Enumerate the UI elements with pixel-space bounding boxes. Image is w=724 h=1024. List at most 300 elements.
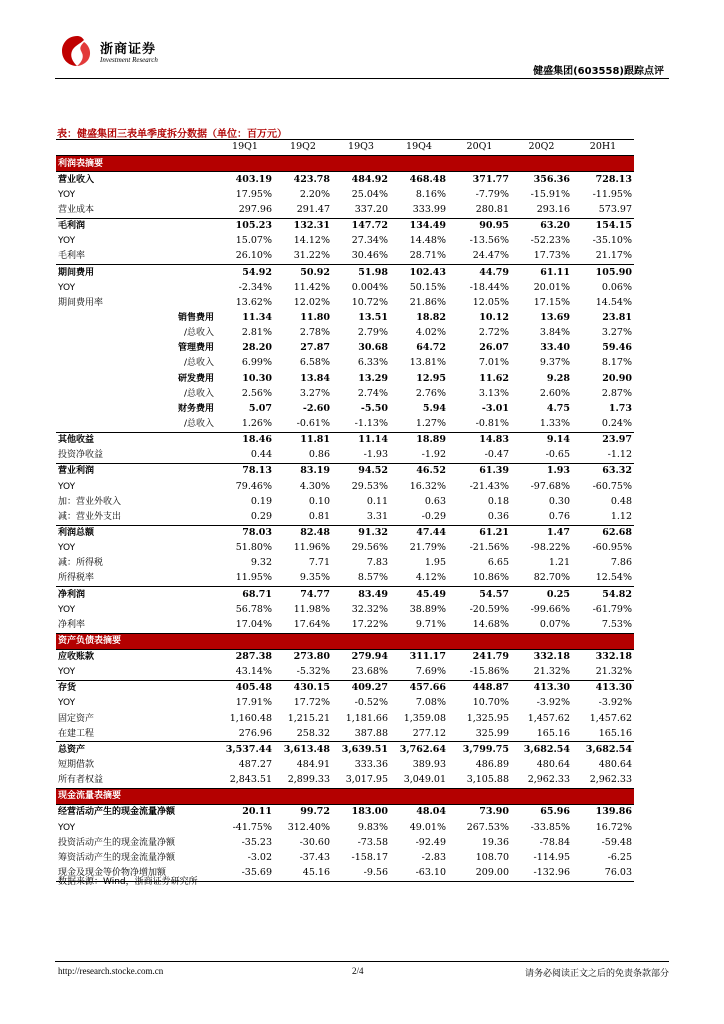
value-cell: 9.28 — [546, 372, 570, 384]
value-cell: 5.07 — [248, 402, 272, 414]
value-cell: 8.57% — [332, 571, 390, 587]
row-label: YOY — [58, 236, 76, 247]
value-cell: 21.32% — [511, 665, 572, 681]
table-row — [56, 525, 634, 541]
value-cell: -158.17 — [351, 851, 388, 863]
value-cell: -1.92 — [390, 448, 448, 464]
value-cell: 2.79% — [357, 327, 388, 339]
value-cell: 311.17 — [409, 651, 446, 663]
value-cell: 7.08% — [415, 697, 446, 709]
value-cell: 14.68% — [448, 617, 511, 633]
financial-table — [56, 139, 634, 882]
value-cell: 1.27% — [390, 417, 448, 433]
value-cell: 17.15% — [533, 296, 570, 308]
value-cell: 17.64% — [274, 617, 332, 633]
section-title: 现金流量表摘要 — [56, 788, 634, 804]
value-cell: 413.30 — [595, 682, 632, 694]
table-row — [56, 371, 634, 386]
row-label: 其他收益 — [58, 435, 95, 446]
row-label: 毛利率 — [56, 249, 216, 265]
value-cell: 54.82 — [602, 588, 632, 600]
table-title: 表：健盛集团三表单季度拆分数据（单位：百万元） — [57, 129, 287, 140]
value-cell: -0.52% — [354, 697, 388, 709]
value-cell: 24.47% — [448, 249, 511, 265]
value-cell: -132.96 — [511, 866, 572, 882]
value-cell: 44.79 — [479, 266, 509, 278]
value-cell: -0.81% — [448, 417, 511, 433]
value-cell: 79.46% — [235, 480, 272, 492]
row-label: 应收账款 — [58, 652, 95, 663]
value-cell: -2.34% — [238, 281, 272, 293]
table-row — [56, 665, 634, 681]
value-cell: 387.88 — [332, 726, 390, 742]
value-cell: 21.32% — [572, 665, 634, 681]
value-cell: 0.11 — [366, 495, 388, 507]
value-cell: 61.21 — [479, 526, 509, 538]
value-cell: 423.78 — [293, 173, 330, 185]
value-cell: 468.48 — [409, 173, 446, 185]
value-cell: 132.31 — [293, 220, 330, 232]
row-label: 净利润 — [58, 589, 86, 600]
value-cell: 11.14 — [358, 434, 388, 446]
table-row — [56, 280, 634, 295]
value-cell: 54.57 — [479, 588, 509, 600]
value-cell: 13.84 — [300, 372, 330, 384]
value-cell: -9.56 — [332, 866, 390, 882]
value-cell: 54.92 — [242, 266, 272, 278]
value-cell: -73.58 — [357, 836, 388, 848]
value-cell: 1,359.08 — [403, 712, 446, 724]
table-row — [56, 341, 634, 356]
value-cell: -3.01 — [481, 402, 509, 414]
value-cell: 30.68 — [358, 342, 388, 354]
row-label: YOY — [58, 282, 76, 293]
row-label: 减：所得税 — [58, 558, 104, 569]
value-cell: 0.06% — [601, 281, 632, 293]
value-cell: 5.94 — [422, 402, 446, 414]
value-cell: 11.95% — [216, 571, 274, 587]
value-cell: 403.19 — [235, 173, 272, 185]
value-cell: 3,799.75 — [462, 743, 509, 755]
value-cell: 20.01% — [533, 281, 570, 293]
value-cell: -15.91% — [530, 188, 570, 200]
value-cell: 409.27 — [351, 682, 388, 694]
value-cell: 371.77 — [472, 173, 509, 185]
section-header-row — [56, 788, 634, 804]
row-label: 投资净收益 — [56, 448, 216, 464]
value-cell: 62.68 — [602, 526, 632, 538]
table-row — [56, 463, 634, 479]
table-row — [56, 571, 634, 587]
value-cell: 276.96 — [216, 726, 274, 742]
data-source-note: 数据来源：Wind，浙商证券研究所 — [58, 877, 198, 887]
value-cell: -0.47 — [448, 448, 511, 464]
value-cell: 29.53% — [351, 480, 388, 492]
value-cell: 332.18 — [595, 651, 632, 663]
table-row — [56, 386, 634, 401]
row-label: 经营活动产生的现金流量净额 — [58, 807, 176, 818]
row-label: 管理费用 — [177, 343, 214, 354]
value-cell: 14.48% — [409, 235, 446, 247]
value-cell: 74.77 — [300, 588, 330, 600]
value-cell: 50.92 — [300, 266, 330, 278]
row-label: 营业收入 — [58, 174, 95, 185]
value-cell: 9.83% — [357, 821, 388, 833]
table-row — [56, 479, 634, 494]
column-header: 19Q1 — [216, 140, 274, 156]
value-cell: 9.32 — [250, 557, 272, 569]
footer-divider — [55, 961, 669, 962]
value-cell: 61.39 — [479, 465, 509, 477]
value-cell: 51.98 — [358, 266, 388, 278]
value-cell: 457.66 — [409, 682, 446, 694]
value-cell: 0.63 — [424, 495, 446, 507]
logo-subtitle: Investment Research — [100, 56, 158, 64]
value-cell: 1,457.62 — [589, 712, 632, 724]
value-cell: 76.03 — [572, 866, 634, 882]
value-cell: 47.44 — [416, 526, 446, 538]
value-cell: 12.54% — [572, 571, 634, 587]
value-cell: 480.64 — [536, 759, 570, 771]
section-title: 利润表摘要 — [56, 156, 634, 172]
value-cell: 10.86% — [448, 571, 511, 587]
value-cell: 6.65 — [487, 557, 509, 569]
value-cell: 0.07% — [511, 617, 572, 633]
value-cell: 1,325.95 — [466, 712, 509, 724]
value-cell: 105.90 — [595, 266, 632, 278]
value-cell: 2.74% — [357, 387, 388, 399]
table-row — [56, 494, 634, 509]
value-cell: 0.19 — [250, 495, 272, 507]
value-cell: 165.16 — [511, 726, 572, 742]
column-header: 19Q4 — [390, 140, 448, 156]
value-cell: 0.30 — [548, 495, 570, 507]
value-cell: 18.89 — [416, 434, 446, 446]
value-cell: 2.72% — [478, 327, 509, 339]
row-label: 销售费用 — [177, 312, 214, 323]
value-cell: 3,639.51 — [341, 743, 388, 755]
value-cell: 0.18 — [487, 495, 509, 507]
column-header: 20Q2 — [511, 140, 572, 156]
value-cell: -92.49 — [415, 836, 446, 848]
value-cell: 83.19 — [300, 465, 330, 477]
value-cell: 11.96% — [293, 542, 330, 554]
table-header-row — [56, 140, 634, 156]
table-row — [56, 448, 634, 464]
row-label: 净利率 — [56, 617, 216, 633]
value-cell: -41.75% — [232, 821, 272, 833]
table-row — [56, 758, 634, 773]
value-cell: 82.70% — [511, 571, 572, 587]
value-cell: 7.01% — [478, 357, 509, 369]
value-cell: 9.35% — [274, 571, 332, 587]
value-cell: 27.34% — [351, 235, 388, 247]
row-label: YOY — [58, 698, 76, 709]
value-cell: 21.79% — [409, 542, 446, 554]
value-cell: 64.72 — [416, 342, 446, 354]
row-label: 总资产 — [58, 744, 86, 755]
value-cell: 46.52 — [416, 465, 446, 477]
value-cell: 139.86 — [595, 806, 632, 818]
section-header-row — [56, 156, 634, 172]
row-label: 筹资活动产生的现金流量净额 — [58, 852, 176, 863]
row-label: /总收入 — [183, 388, 214, 399]
table-row — [56, 218, 634, 234]
table-row — [56, 326, 634, 341]
value-cell: -52.23% — [530, 235, 570, 247]
value-cell: 4.02% — [415, 327, 446, 339]
value-cell: -1.13% — [332, 417, 390, 433]
value-cell: 25.04% — [351, 188, 388, 200]
column-header: 19Q2 — [274, 140, 332, 156]
page-header — [0, 0, 724, 90]
value-cell: 3,682.54 — [585, 743, 632, 755]
value-cell: 13.29 — [358, 372, 388, 384]
value-cell: 7.83 — [366, 557, 388, 569]
value-cell: -1.93 — [332, 448, 390, 464]
value-cell: 13.51 — [358, 311, 388, 323]
value-cell: 1,215.21 — [287, 712, 330, 724]
value-cell: 267.53% — [466, 821, 509, 833]
value-cell: 430.15 — [293, 682, 330, 694]
value-cell: 9.71% — [390, 617, 448, 633]
value-cell: 0.004% — [351, 281, 388, 293]
value-cell: 4.75 — [546, 402, 570, 414]
value-cell: -3.92% — [598, 697, 632, 709]
value-cell: -3.02 — [247, 851, 272, 863]
value-cell: 389.93 — [412, 759, 446, 771]
value-cell: 486.89 — [475, 759, 509, 771]
value-cell: 487.27 — [238, 759, 272, 771]
row-label: 存货 — [58, 683, 77, 694]
table-row — [56, 726, 634, 742]
logo-name: 浙商证券 — [100, 42, 157, 57]
value-cell: 1.47 — [546, 526, 570, 538]
value-cell: 1.12 — [572, 509, 634, 525]
value-cell: -30.60 — [299, 836, 330, 848]
value-cell: 0.25 — [546, 588, 570, 600]
value-cell: 0.48 — [610, 495, 632, 507]
value-cell: 1.21 — [548, 557, 570, 569]
disclaimer-note: 请务必阅读正文之后的免责条款部分 — [524, 969, 669, 979]
value-cell: 7.53% — [572, 617, 634, 633]
value-cell: 3.13% — [478, 387, 509, 399]
value-cell: -114.95 — [533, 851, 570, 863]
table-row — [56, 265, 634, 281]
value-cell: 49.01% — [409, 821, 446, 833]
value-cell: -21.56% — [469, 542, 509, 554]
value-cell: -6.25 — [607, 851, 632, 863]
value-cell: 94.52 — [358, 465, 388, 477]
value-cell: 4.12% — [390, 571, 448, 587]
table-row — [56, 602, 634, 617]
value-cell: 1.73 — [608, 402, 632, 414]
value-cell: 33.40 — [540, 342, 570, 354]
value-cell: -7.79% — [475, 188, 509, 200]
value-cell: 10.30 — [242, 372, 272, 384]
table-row — [56, 432, 634, 448]
value-cell: 45.49 — [416, 588, 446, 600]
section-header-row — [56, 633, 634, 649]
column-header: 19Q3 — [332, 140, 390, 156]
value-cell: 9.37% — [539, 357, 570, 369]
row-label: 减：营业外支出 — [56, 509, 216, 525]
value-cell: -78.84 — [539, 836, 570, 848]
table-row — [56, 417, 634, 433]
value-cell: 78.13 — [242, 465, 272, 477]
value-cell: -3.92% — [536, 697, 570, 709]
value-cell: 484.91 — [296, 759, 330, 771]
column-header: 20Q1 — [448, 140, 511, 156]
value-cell: 63.32 — [602, 465, 632, 477]
column-header: 20H1 — [572, 140, 634, 156]
value-cell: 17.73% — [511, 249, 572, 265]
value-cell: 32.32% — [351, 603, 388, 615]
value-cell: 90.95 — [479, 220, 509, 232]
table-row — [56, 742, 634, 758]
value-cell: 405.48 — [235, 682, 272, 694]
table-row — [56, 556, 634, 571]
row-label: /总收入 — [183, 358, 214, 369]
footer-url: http://research.stocke.com.cn — [58, 966, 164, 976]
value-cell: 20.11 — [242, 806, 272, 818]
value-cell: 2,962.33 — [572, 773, 634, 789]
section-title: 资产负债表摘要 — [56, 633, 634, 649]
value-cell: 134.49 — [409, 220, 446, 232]
value-cell: 2,962.33 — [511, 773, 572, 789]
value-cell: 2.60% — [539, 387, 570, 399]
value-cell: -33.85% — [530, 821, 570, 833]
row-label: 固定资产 — [58, 713, 95, 724]
value-cell: 337.20 — [332, 203, 390, 219]
value-cell: 7.86 — [610, 557, 632, 569]
value-cell: 12.02% — [293, 296, 330, 308]
value-cell: 484.92 — [351, 173, 388, 185]
value-cell: 48.04 — [416, 806, 446, 818]
value-cell: 3,049.01 — [390, 773, 448, 789]
value-cell: -59.48 — [601, 836, 632, 848]
row-label: 投资活动产生的现金流量净额 — [58, 837, 176, 848]
row-label: 短期借款 — [58, 760, 95, 771]
value-cell: 11.98% — [293, 603, 330, 615]
document-title: 健盛集团(603558)跟踪点评 — [533, 66, 664, 77]
value-cell: 333.99 — [390, 203, 448, 219]
value-cell: -18.44% — [469, 281, 509, 293]
value-cell: 325.99 — [448, 726, 511, 742]
value-cell: 61.11 — [540, 266, 570, 278]
value-cell: 2.56% — [241, 387, 272, 399]
value-cell: 105.23 — [235, 220, 272, 232]
value-cell: -60.75% — [592, 480, 632, 492]
row-label: 所得税率 — [56, 571, 216, 587]
value-cell: 16.72% — [595, 821, 632, 833]
value-cell: 11.80 — [300, 311, 330, 323]
value-cell: 18.46 — [242, 434, 272, 446]
value-cell: 2.81% — [241, 327, 272, 339]
row-label: 利润总额 — [58, 527, 95, 538]
value-cell: 10.72% — [351, 296, 388, 308]
table-row — [56, 509, 634, 525]
value-cell: 63.20 — [540, 220, 570, 232]
value-cell: 13.69 — [540, 311, 570, 323]
value-cell: 26.07 — [479, 342, 509, 354]
value-cell: -97.68% — [530, 480, 570, 492]
table-row — [56, 835, 634, 850]
table-row — [56, 587, 634, 603]
table-row — [56, 820, 634, 835]
value-cell: 11.81 — [300, 434, 330, 446]
value-cell: 91.32 — [358, 526, 388, 538]
value-cell: 83.49 — [358, 588, 388, 600]
value-cell: 10.70% — [472, 697, 509, 709]
table-row — [56, 805, 634, 821]
value-cell: -98.22% — [530, 542, 570, 554]
table-row — [56, 696, 634, 711]
table-row — [56, 172, 634, 188]
value-cell: 23.68% — [332, 665, 390, 681]
value-cell: 209.00 — [448, 866, 511, 882]
value-cell: 3,613.48 — [283, 743, 330, 755]
table-row — [56, 773, 634, 789]
value-cell: 4.30% — [299, 480, 330, 492]
value-cell: 0.24% — [572, 417, 634, 433]
value-cell: 7.71 — [308, 557, 330, 569]
row-label: 营业利润 — [58, 466, 95, 477]
value-cell: 3.27% — [601, 327, 632, 339]
value-cell: 12.05% — [472, 296, 509, 308]
value-cell: -13.56% — [469, 235, 509, 247]
value-cell: 413.30 — [533, 682, 570, 694]
value-cell: 2,843.51 — [216, 773, 274, 789]
logo-icon — [60, 34, 94, 68]
row-label: /总收入 — [183, 328, 214, 339]
row-label: 期间费用 — [58, 267, 95, 278]
value-cell: 0.76 — [511, 509, 572, 525]
value-cell: 297.96 — [216, 203, 274, 219]
value-cell: 23.81 — [602, 311, 632, 323]
row-label: 所有者权益 — [56, 773, 216, 789]
table-row — [56, 680, 634, 696]
value-cell: 273.80 — [293, 651, 330, 663]
value-cell: 18.82 — [416, 311, 446, 323]
value-cell: 480.64 — [598, 759, 632, 771]
table-row — [56, 203, 634, 219]
value-cell: -2.60 — [302, 402, 330, 414]
value-cell: 2.76% — [415, 387, 446, 399]
table-row — [56, 311, 634, 326]
row-label: 加：营业外收入 — [58, 496, 122, 507]
value-cell: 1.26% — [216, 417, 274, 433]
value-cell: 293.16 — [511, 203, 572, 219]
row-label: YOY — [56, 665, 216, 681]
value-cell: 3,537.44 — [225, 743, 272, 755]
value-cell: 30.46% — [332, 249, 390, 265]
value-cell: 21.86% — [409, 296, 446, 308]
value-cell: -0.29 — [390, 509, 448, 525]
value-cell: 28.20 — [242, 342, 272, 354]
value-cell: -35.69 — [216, 866, 274, 882]
value-cell: 0.44 — [216, 448, 274, 464]
value-cell: 3,682.54 — [523, 743, 570, 755]
value-cell: 573.97 — [572, 203, 634, 219]
table-row — [56, 401, 634, 416]
value-cell: -20.59% — [469, 603, 509, 615]
table-row — [56, 541, 634, 556]
value-cell: 291.47 — [274, 203, 332, 219]
value-cell: 2.78% — [299, 327, 330, 339]
value-cell: -21.43% — [469, 480, 509, 492]
header-label-cell — [56, 140, 216, 156]
